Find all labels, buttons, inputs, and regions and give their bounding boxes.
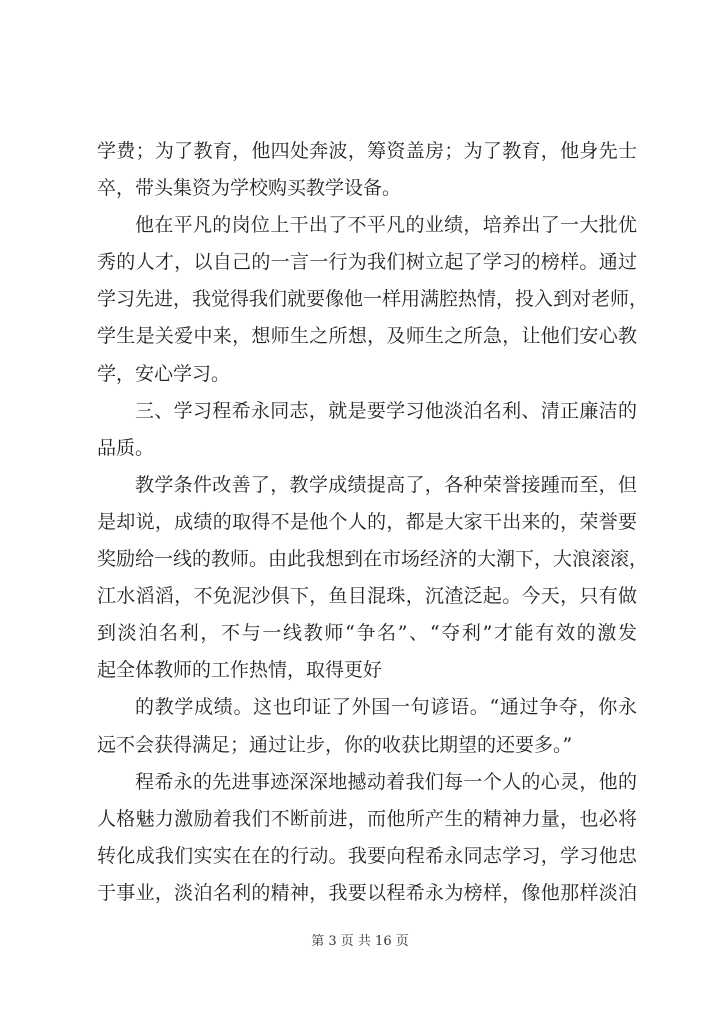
text-line: 学生是关爱中来，想师生之所想，及师生之所急，让他们安心教 [97,325,637,348]
text-line: 三、学习程希永同志，就是要学习他淡泊名利、清正廉洁的 [135,399,637,422]
text-line: 秀的人才，以自己的一言一行为我们树立起了学习的榜样。通过 [97,251,637,274]
page-number: 第 3 页 共 16 页 [311,934,409,949]
body-text [97,137,649,916]
text-line: 起全体教师的工作热情，取得更好 [97,659,383,682]
text-line: 于事业，淡泊名利的精神，我要以程希永为榜样，像他那样淡泊 [97,881,637,904]
text-line: 奖励给一线的教师。由此我想到在市场经济的大潮下，大浪滚滚， [97,548,649,571]
text-line: 是却说，成绩的取得不是他个人的，都是大家干出来的，荣誉要 [97,510,637,533]
text-line: 转化成我们实实在在的行动。我要向程希永同志学习，学习他忠 [97,844,637,867]
text-line: 江水滔滔，不免泥沙俱下，鱼目混珠，沉渣泛起。今天，只有做 [97,585,637,608]
text-line: 到淡泊名利，不与一线教师“争名”、“夺利”才能有效的激发 [97,622,637,645]
text-line: 学费；为了教育，他四处奔波，筹资盖房；为了教育，他身先士 [97,140,637,162]
text-line: 人格魅力激励着我们不断前进，而他所产生的精神力量，也必将 [97,807,637,830]
text-line: 远不会获得满足；通过让步，你的收获比期望的还要多。” [97,733,573,756]
text-line: 学习先进，我觉得我们就要像他一样用满腔热情，投入到对老师， [97,288,649,311]
text-line: 程希永的先进事迹深深地撼动着我们每一个人的心灵，他的 [135,770,637,793]
text-line: 卒，带头集资为学校购买教学设备。 [97,177,402,200]
text-line: 他在平凡的岗位上干出了不平凡的业绩，培养出了一大批优 [135,214,637,237]
text-line: 品质。 [97,436,155,459]
text-line: 的教学成绩。这也印证了外国一句谚语。“通过争夺，你永 [135,696,637,719]
text-line: 教学条件改善了，教学成绩提高了，各种荣誉接踵而至，但 [135,473,637,496]
text-line: 学，安心学习。 [97,362,231,385]
